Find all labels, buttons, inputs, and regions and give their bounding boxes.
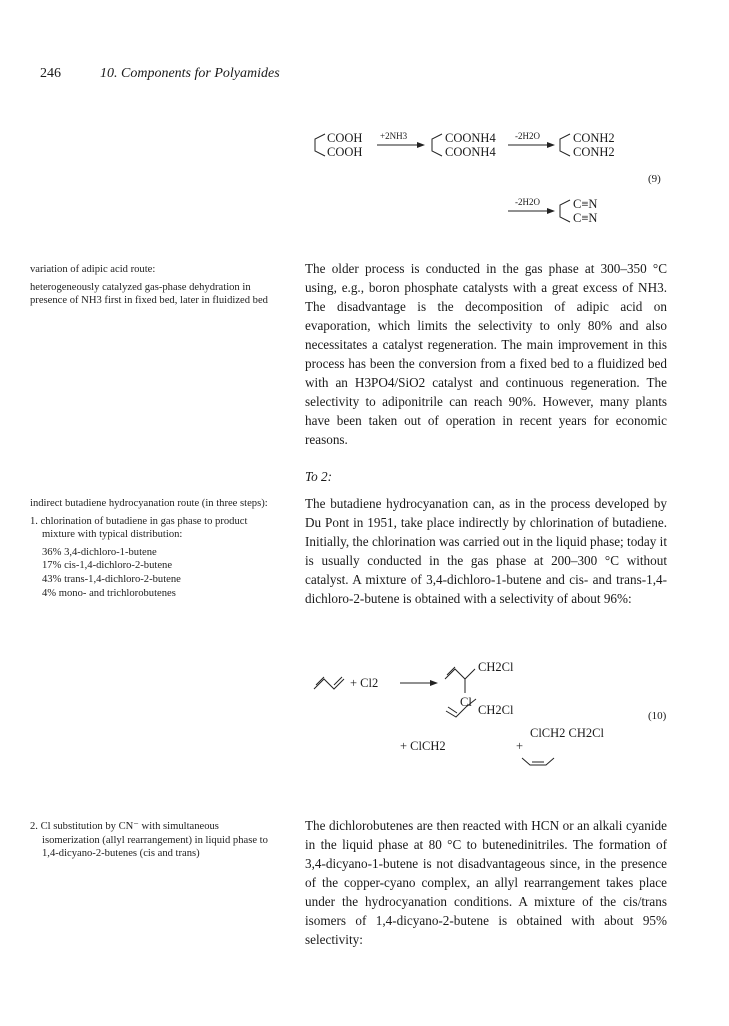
margin-title: indirect butadiene hydrocyanation route (in three steps): [30, 498, 268, 509]
paragraph [305, 259, 667, 449]
reagent-label: + Cl2 [350, 676, 379, 690]
margin-list-item: 2. Cl substitution by CN⁻ with simultaneous isomerization (allyl rearrangement) in liquid phase to 1,4-dicyano-2-butenes (cis and trans) [30, 821, 268, 860]
group-label: CH2Cl [478, 660, 514, 674]
group-label: ClCH2 CH2Cl [530, 726, 604, 740]
group-label: COOH [327, 131, 363, 145]
group-label: CONH2 [573, 145, 615, 159]
cyclohexane-ring [432, 134, 442, 156]
paragraph-text: The butadiene hydrocyanation can, as in the process developed by Du Pont in 1951, take place indirectly by chlorination of butadiene. Initially, the chlorination was carried out in the liquid phase; today it is usually conducted in the gas phase at 200–300 °C without catalyst. A mixture of 3,4-dichloro-1-butene and cis- and trans-1,4-dichloro-2-butene is obtained with a selectivity of about 96%: [305, 496, 667, 606]
group-label: CH2Cl [478, 703, 514, 717]
margin-note [30, 497, 278, 600]
margin-text: heterogeneously catalyzed gas-phase dehydration in presence of NH3 first in fixed bed, later in fluidized bed [30, 281, 268, 307]
section-heading: To 2: [305, 469, 332, 484]
reaction-scheme-9 [305, 125, 675, 225]
plus-sign: + [516, 739, 524, 753]
margin-title: variation of adipic acid route: [30, 264, 156, 275]
list-item: 36% 3,4-dichloro-1-butene [42, 546, 157, 558]
group-label: C≡N [573, 197, 598, 211]
reaction-scheme-10 [300, 655, 680, 785]
list-item: 4% mono- and trichlorobutenes [42, 587, 176, 599]
chapter-title: 10. Components for Polyamides [100, 66, 280, 81]
group-label: COOH [327, 145, 363, 159]
reagent-label: +2NH3 [380, 131, 408, 141]
reagent-label: -2H2O [515, 197, 540, 207]
list-item: 43% trans-1,4-dichloro-2-butene [42, 573, 181, 585]
paragraph [305, 816, 667, 949]
dichlorobutene-structure [445, 669, 475, 679]
paragraph-text: The dichlorobutenes are then reacted with HCN or an alkali cyanide in the liquid phase at 80 °C to butenedinitriles. The formation of 3,4-dicyano-1-butene is not disadvantageous since, in the presence of the copper-cyano complex, an allyl rearrangement takes place under the hydrocyanation conditions. A mixture of the cis/trans isomers of 1,4-dicyano-2-butene is obtained with about 95% selectivity: [305, 818, 667, 947]
paragraph [305, 494, 667, 608]
group-label: CONH2 [573, 131, 615, 145]
group-label: COONH4 [445, 145, 496, 159]
paragraph-text: The older process is conducted in the gas phase at 300–350 °C using, e.g., boron phosphate catalysts with a great excess of NH3. The disadvantage is the decomposition of adipic acid on evaporation, which limits the selectivity to only 80% and also necessitates a catalyst regeneration. The main improvement in this process has been the conversion from a fixed bed to a fluidized bed with an H3PO4/SiO2 catalyst and continuous regeneration. The selectivity to adiponitrile can reach 90%. However, many plants have been taken out of operation in recent years for economic reasons. [305, 261, 667, 447]
list-item: 17% cis-1,4-dichloro-2-butene [42, 560, 173, 572]
group-label: Cl [460, 695, 472, 709]
margin-note [30, 820, 278, 861]
margin-list-item: 1. chlorination of butadiene in gas phase to product mixture with typical distribution: [30, 515, 248, 541]
page-number: 246 [40, 66, 61, 81]
butadiene-structure [314, 679, 344, 689]
group-label: C≡N [573, 211, 598, 225]
equation-number: (9) [648, 173, 661, 185]
cyclohexane-ring [315, 134, 325, 156]
reagent-label: -2H2O [515, 131, 540, 141]
group-label: + ClCH2 [400, 739, 446, 753]
cyclohexane-ring [560, 200, 570, 222]
margin-note [30, 263, 278, 308]
group-label: COONH4 [445, 131, 496, 145]
equation-number: (10) [648, 710, 667, 722]
cyclohexane-ring [560, 134, 570, 156]
distribution-list [30, 546, 278, 600]
